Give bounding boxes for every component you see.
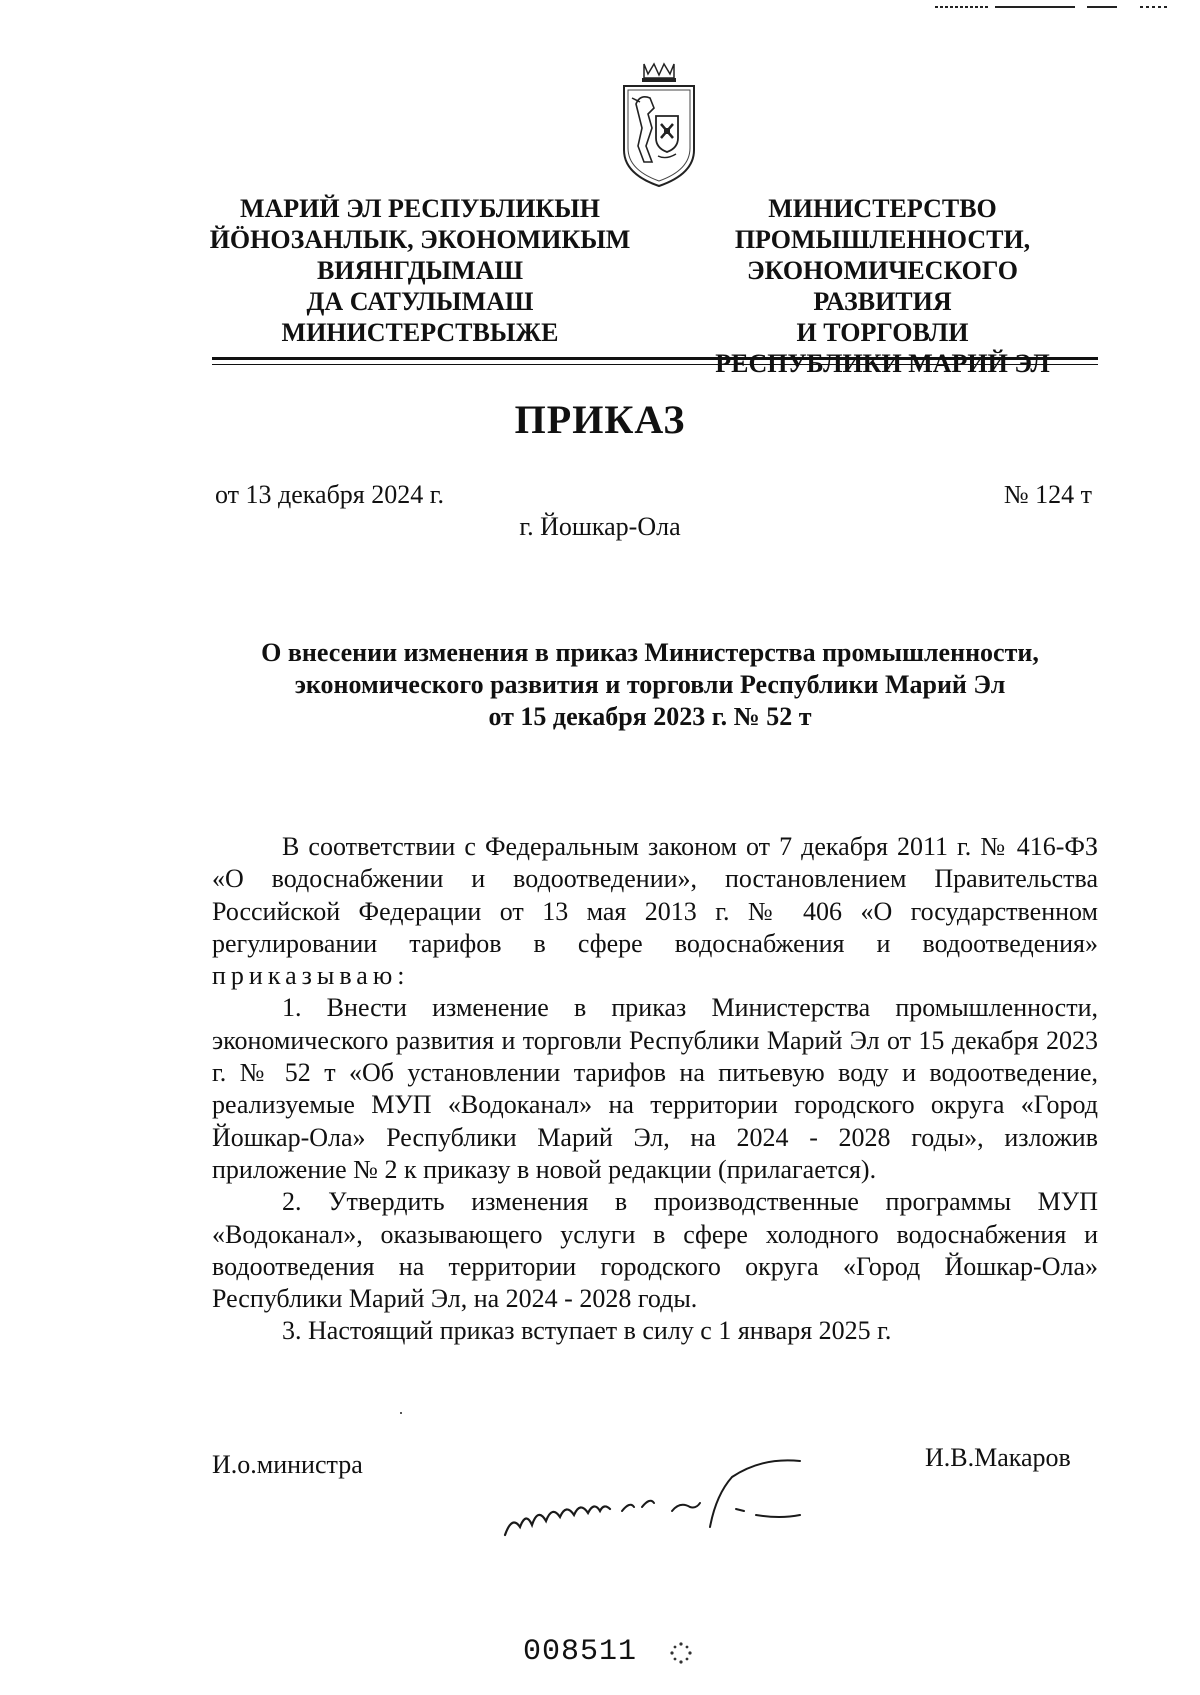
header-russian-line: И ТОРГОВЛИ [796,318,969,347]
signatory-position: И.о.министра [212,1450,363,1479]
order-word: приказываю: [212,961,410,991]
header-russian-line: ЭКОНОМИЧЕСКОГО РАЗВИТИЯ [746,256,1019,316]
subject-line: от 15 декабря 2023 г. № 52 т [488,702,812,731]
document-city: г. Йошкар-Ола [519,512,681,541]
serial-number: 008511 [523,1635,638,1669]
header-mari-line: ЙӦНОЗАНЛЫК, ЭКОНОМИКЫМ [209,225,631,254]
scan-dot [400,1412,402,1414]
signatory-name: И.В.Макаров [925,1443,1071,1472]
order-item: 1. Внести изменение в приказ Министерства промышленности, экономического развития и торговли Республики Марий Эл от 15 декабря 2023 г. № 52 т «Об установлении тарифов на питьевую воду и водоотведение, реализуемые МУП «Водоканал» на территории городского округа «Город Йошкар-Ола» Республики Марий Эл, на 2024 - 2028 годы», изложив приложение № 2 к приказу в новой редакции (прилагается). [212,993,1098,1184]
header-divider [212,357,1098,365]
header-russian-line: МИНИСТЕРСТВО [768,194,997,223]
header-russian [675,193,1090,379]
document-number: № 124 т [1003,480,1092,509]
header-mari [205,193,635,348]
handwritten-signature [500,1445,860,1540]
document-body [212,831,1098,1348]
header-russian-line: РЕСПУБЛИКИ МАРИЙ ЭЛ [715,349,1050,378]
preamble-paragraph [212,831,1098,992]
header-mari-line: МАРИЙ ЭЛ РЕСПУБЛИКЫН [239,194,601,223]
asterisk-stamp-icon [668,1640,694,1666]
subject-line: экономического развития и торговли Республики Марий Эл [294,670,1006,699]
header-russian-line: ПРОМЫШЛЕННОСТИ, [734,225,1031,254]
document-subject [200,637,1100,733]
header-mari-line: МИНИСТЕРСТВЫЖЕ [281,318,559,347]
order-item: 2. Утвердить изменения в производственные программы МУП «Водоканал», оказывающего услуги в сфере холодного водоснабжения и водоотведения на территории городского округа «Город Йошкар-Ола» Республики Марий Эл, на 2024 - 2028 годы. [212,1187,1098,1314]
subject-line: О внесении изменения в приказ Министерства промышленности, [261,638,1039,667]
document-date: от 13 декабря 2024 г. [215,480,444,509]
preamble-text: В соответствии с Федеральным законом от 7 декабря 2011 г. № 416-ФЗ «О водоснабжении и водоотведении», постановлением Правительства Российской Федерации от 13 мая 2013 г. № 406 «О государственном регулировании тарифов в сфере водоснабжения и водоотведения» [212,832,1098,958]
header-mari-line: ВИЯНГДЫМАШ [316,256,524,285]
order-item: 3. Настоящий приказ вступает в силу с 1 января 2025 г. [282,1316,892,1346]
header-mari-line: ДА САТУЛЫМАШ [306,287,534,316]
coat-of-arms-icon [618,58,700,190]
scan-marks [935,4,1170,10]
document-title: ПРИКАЗ [514,397,686,442]
